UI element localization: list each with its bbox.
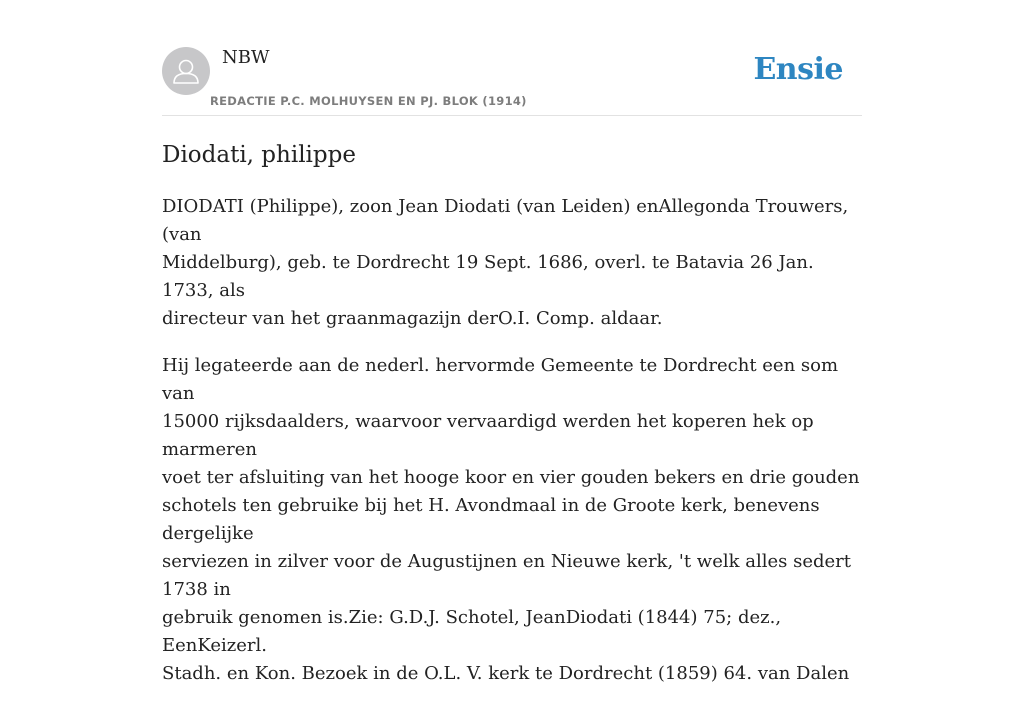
source-name[interactable]: NBW [222,47,270,68]
article-paragraph: DIODATI (Philippe), zoon Jean Diodati (van Leiden) enAllegonda Trouwers, (van Middelburg), geb. te Dordrecht 19 Sept. 1686, overl. te Batavia 26 Jan. 1733, als directeur van het graanmagazijn derO.I. Comp. aldaar. [162,196,849,329]
article-paragraph: Hij legateerde aan de nederl. hervormde Gemeente te Dordrecht een som van 15000 rijksdaalders, waarvoor vervaardigd werden het koperen hek op marmeren voet ter afsluiting van het hooge koor en vier gouden bekers en drie gouden schotels ten gebruike bij het H. Avondmaal in de Groote kerk, benevens dergelijke serviezen in zilver voor de Augustijnen en Nieuwe kerk, 't welk alles sedert 1738 in gebruik genomen is.Zie: G.D.J. Schotel, JeanDiodati (1844) 75; dez., EenKeizerl. Stadh. en Kon. Bezoek in de O.L. V. kerk te Dordrecht (1859) 64. van Dalen [162,355,860,684]
avatar[interactable] [162,47,210,95]
brand-logo[interactable]: Ensie [753,52,843,87]
user-silhouette-icon [162,47,210,95]
source-header [162,44,862,116]
source-subtitle: REDACTIE P.C. MOLHUYSEN EN PJ. BLOK (1914) [210,94,527,108]
article-title: Diodati, philippe [162,142,356,168]
article-body [162,193,862,707]
